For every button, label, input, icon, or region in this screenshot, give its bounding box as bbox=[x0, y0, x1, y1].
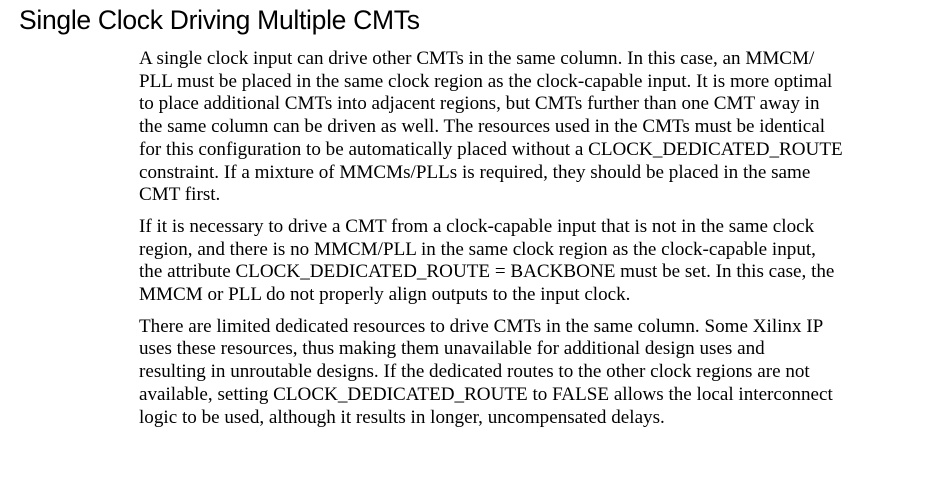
paragraph-2 bbox=[139, 216, 934, 307]
text-line: resulting in unroutable designs. If the dedicated routes to the other clock regions are not bbox=[139, 361, 810, 383]
text-line: A single clock input can drive other CMTs in the same column. In this case, an MMCM/ bbox=[139, 48, 815, 69]
text-line: If it is necessary to drive a CMT from a clock-capable input that is not in the same clock bbox=[139, 215, 815, 237]
section-heading: Single Clock Driving Multiple CMTs bbox=[19, 5, 420, 35]
body-text bbox=[139, 48, 934, 429]
text-line: logic to be used, although it results in longer, uncompensated delays. bbox=[139, 406, 665, 428]
text-line: MMCM or PLL do not properly align outputs to the input clock. bbox=[139, 284, 631, 306]
text-line: for this configuration to be automatically placed without a CLOCK_DEDICATED_ROUTE bbox=[139, 138, 843, 160]
text-line: the same column can be driven as well. The resources used in the CMTs must be identical bbox=[139, 116, 826, 138]
paragraph-3 bbox=[139, 316, 934, 430]
text-line: available, setting CLOCK_DEDICATED_ROUTE to FALSE allows the local interconnect bbox=[139, 383, 833, 405]
paragraph-1 bbox=[139, 48, 934, 207]
text-line: the attribute CLOCK_DEDICATED_ROUTE = BACKBONE must be set. In this case, the bbox=[139, 261, 835, 283]
text-line: to place additional CMTs into adjacent regions, but CMTs further than one CMT away in bbox=[139, 93, 820, 115]
text-line: constraint. If a mixture of MMCMs/PLLs is required, they should be placed in the same bbox=[139, 161, 811, 183]
text-line: PLL must be placed in the same clock region as the clock-capable input. It is more optimal bbox=[139, 70, 833, 92]
text-line: uses these resources, thus making them unavailable for additional design uses and bbox=[139, 338, 765, 360]
text-line: region, and there is no MMCM/PLL in the same clock region as the clock-capable input, bbox=[139, 238, 816, 260]
text-line: There are limited dedicated resources to drive CMTs in the same column. Some Xilinx IP bbox=[139, 315, 824, 337]
text-line: CMT first. bbox=[139, 184, 221, 206]
